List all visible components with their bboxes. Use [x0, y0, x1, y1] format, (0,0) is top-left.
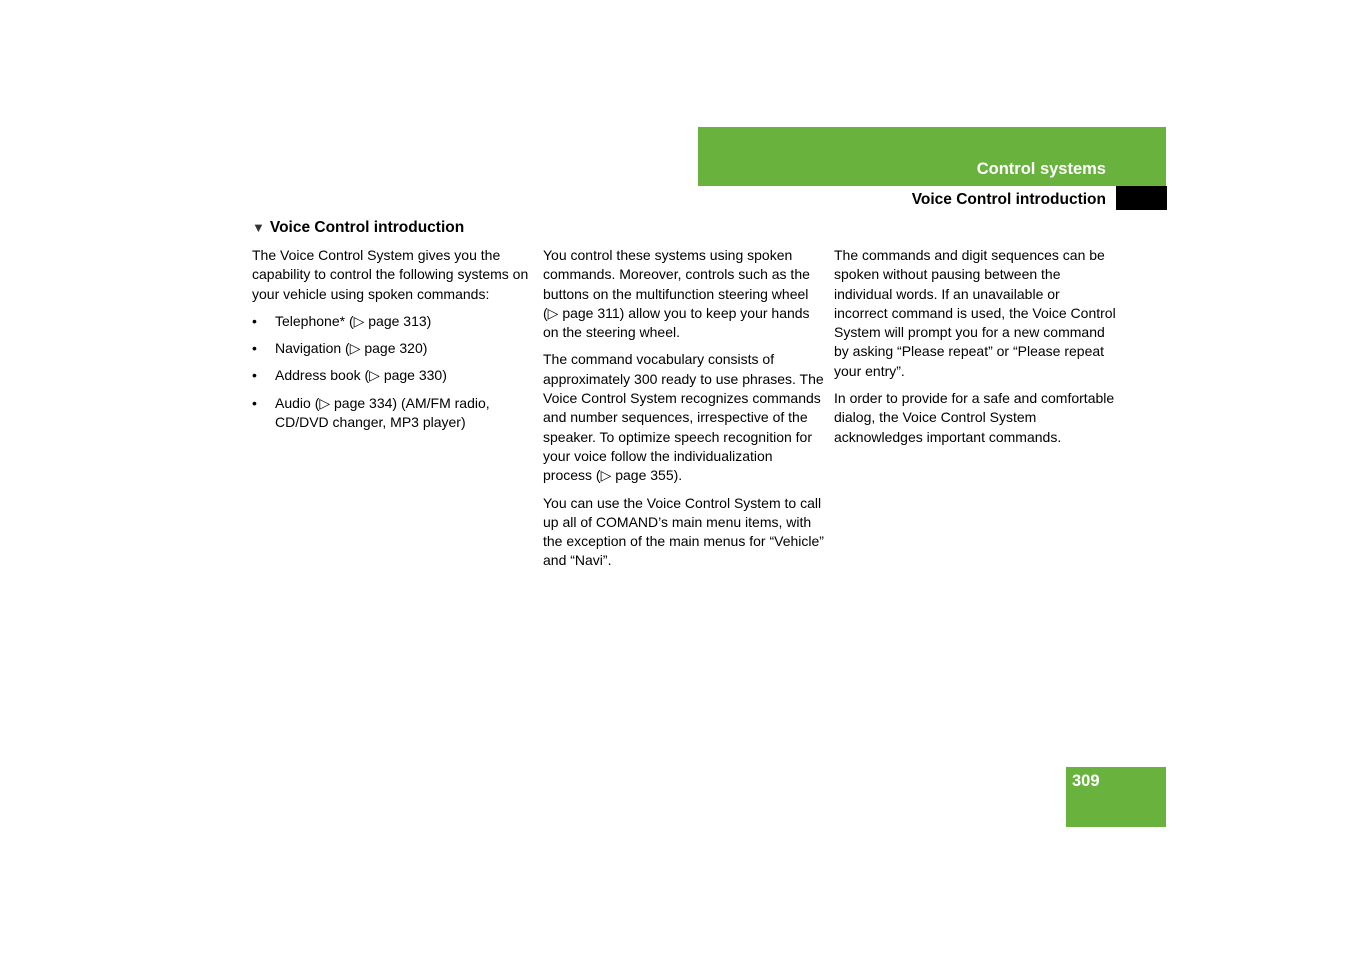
systems-list: [252, 312, 534, 432]
list-item: • Audio (▷ page 334) (AM/FM radio, CD/DVD changer, MP3 player): [252, 394, 534, 433]
list-item: • Telephone* (▷ page 313): [252, 312, 534, 331]
paragraph: The command vocabulary consists of approximately 300 ready to use phrases. The Voice Control System recognizes commands and number sequences, irrespective of the speaker. To optimize speech recognition for your voice follow the individualization process (▷ page 355).: [543, 351, 824, 484]
text-column-2: [543, 246, 825, 579]
page-heading-text: Voice Control introduction: [269, 219, 465, 236]
section-title: Voice Control introduction: [911, 191, 1106, 208]
triangle-down-icon: ▼: [252, 220, 265, 235]
chapter-title: Control systems: [976, 160, 1106, 178]
paragraph: You control these systems using spoken commands. Moreover, controls such as the buttons on the multifunction steering wheel (▷ page 311) allow you to keep your hands on the steering wheel.: [543, 247, 810, 341]
list-item: • Address book (▷ page 330): [252, 366, 534, 385]
page-number: 309: [1072, 772, 1100, 790]
paragraph: The commands and digit sequences can be spoken without pausing between the individual words. If an unavailable or incorrect command is used, the Voice Control System will prompt you for a new command by asking “Please repeat” or “Please repeat your entry”.: [834, 247, 1116, 379]
list-item: • Navigation (▷ page 320): [252, 339, 534, 358]
text-column-3: [834, 246, 1116, 455]
page-number-box: [1066, 767, 1166, 827]
section-tab-marker: [1116, 186, 1167, 210]
intro-paragraph: The Voice Control System gives you the capability to control the following systems on your vehicle using spoken commands:: [252, 247, 529, 302]
paragraph: You can use the Voice Control System to call up all of COMAND’s main menu items, with the exception of the main menus for “Vehicle” and “Navi”.: [543, 494, 824, 569]
page-heading: [252, 219, 464, 237]
text-column-1: [252, 246, 534, 440]
chapter-header-band: [698, 127, 1166, 186]
paragraph: In order to provide for a safe and comfortable dialog, the Voice Control System acknowledges important commands.: [834, 390, 1115, 445]
